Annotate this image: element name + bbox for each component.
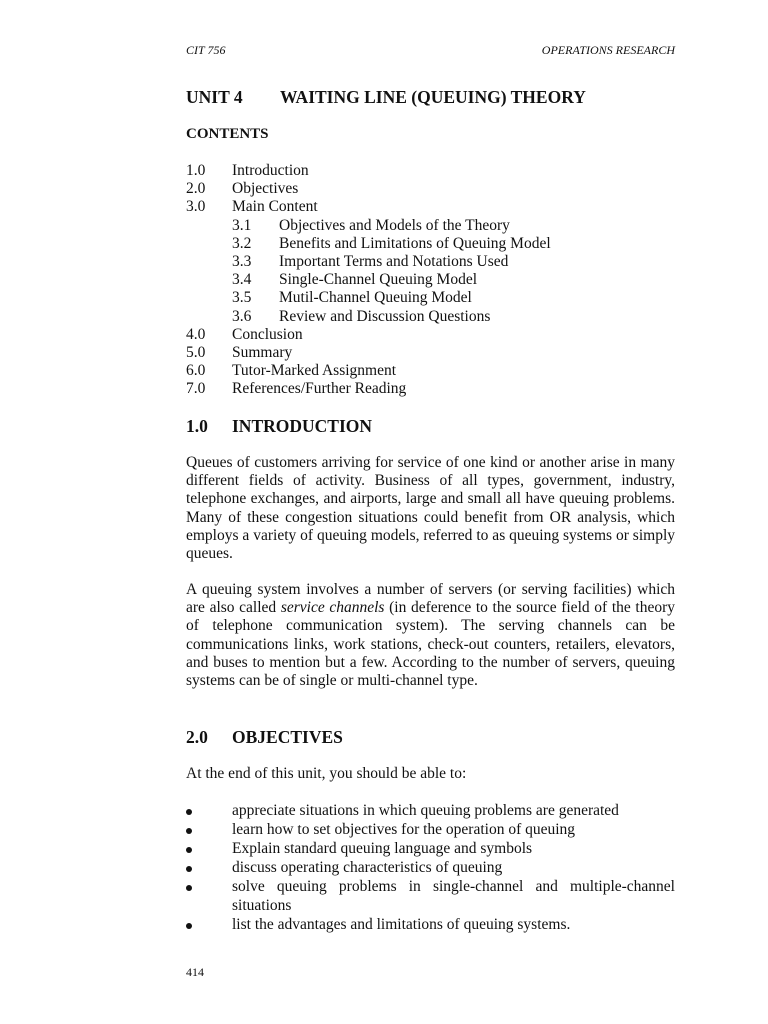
page-number: 414 <box>186 965 204 979</box>
contents-heading: CONTENTS <box>186 126 269 142</box>
running-header <box>186 43 675 59</box>
toc-item-title: Objectives and Models of the Theory <box>279 216 510 234</box>
course-title: OPERATIONS RESEARCH <box>541 43 675 57</box>
introduction-heading <box>186 416 372 437</box>
toc-item-title: Important Terms and Notations Used <box>279 252 509 270</box>
list-item-text: list the advantages and limitations of queuing systems. <box>232 916 571 933</box>
toc-item-number: 2.0 <box>186 180 206 198</box>
toc-item-title: Mutil-Channel Queuing Model <box>279 289 472 307</box>
toc-item-title: Introduction <box>232 162 309 179</box>
toc-item-number: 3.0 <box>186 198 206 216</box>
section-title: OBJECTIVES <box>232 727 343 747</box>
list-item-text: solve queuing problems in single-channel and multiple-channel situations <box>232 878 675 914</box>
list-item <box>186 801 675 820</box>
bullet-icon <box>186 923 192 929</box>
objectives-list <box>186 801 675 934</box>
unit-title-text: WAITING LINE (QUEUING) THEORY <box>280 87 586 107</box>
paragraph-text: A queuing system involves a number of servers (or serving facilities) which are also called <box>186 581 675 617</box>
toc-item-number: 5.0 <box>186 343 206 361</box>
toc-item-title: Review and Discussion Questions <box>279 307 491 325</box>
toc-item-title: Benefits and Limitations of Queuing Model <box>279 234 551 252</box>
list-item <box>186 820 675 839</box>
toc-item-number: 7.0 <box>186 380 206 398</box>
section-number: 2.0 <box>186 727 208 747</box>
toc-item-number: 4.0 <box>186 325 206 343</box>
list-item-text: Explain standard queuing language and symbols <box>232 840 533 857</box>
toc-item-title: Objectives <box>232 180 299 198</box>
toc-item-number: 3.3 <box>232 252 252 270</box>
list-item-text: appreciate situations in which queuing problems are generated <box>232 802 619 819</box>
list-item <box>186 877 675 915</box>
toc-item-number: 3.5 <box>232 289 252 307</box>
toc-item-title: References/Further Reading <box>232 380 407 398</box>
course-code: CIT 756 <box>186 43 226 57</box>
toc-item-number: 1.0 <box>186 162 206 179</box>
toc-item-title: Tutor-Marked Assignment <box>232 362 397 380</box>
introduction-paragraph-2 <box>186 581 675 690</box>
section-number: 1.0 <box>186 416 208 436</box>
bullet-icon <box>186 828 192 834</box>
list-item-text: learn how to set objectives for the operation of queuing <box>232 821 576 838</box>
list-item <box>186 915 675 934</box>
bullet-icon <box>186 809 192 815</box>
list-item <box>186 858 675 877</box>
list-item-text: discuss operating characteristics of queuing <box>232 859 503 876</box>
toc-item-title: Single-Channel Queuing Model <box>279 271 478 289</box>
list-item <box>186 839 675 858</box>
toc-item-number: 3.1 <box>232 216 252 234</box>
section-title: INTRODUCTION <box>232 416 373 436</box>
introduction-paragraph-1: Queues of customers arriving for service of one kind or another arise in many different fields of activity. Business of all types, government, industry, telephone exchanges, and airports, large and small all have queuing problems. Many of these congestion situations could benefit from OR analysis, which employs a variety of queuing models, referred to as queuing systems or simply queues. <box>186 454 675 563</box>
toc-item-number: 6.0 <box>186 362 206 380</box>
toc-item-number: 3.6 <box>232 307 252 325</box>
toc-item-title: Conclusion <box>232 325 303 343</box>
bullet-icon <box>186 885 192 891</box>
toc-item-title: Main Content <box>232 198 318 216</box>
unit-number: UNIT 4 <box>186 87 243 107</box>
toc-item-number: 3.2 <box>232 234 252 252</box>
bullet-icon <box>186 866 192 872</box>
objectives-intro: At the end of this unit, you should be able to: <box>186 765 467 782</box>
unit-title <box>186 87 586 108</box>
toc-item-number: 3.4 <box>232 271 252 289</box>
emphasized-term: service channels <box>280 599 385 617</box>
toc-item-title: Summary <box>232 343 293 361</box>
bullet-icon <box>186 847 192 853</box>
paragraph-text: (in deference to the source field of the theory of telephone communication system). The serving channels can be communications links, work stations, check-out counters, retailers, elevators, and buses to mention but a few. According to the number of servers, queuing systems can be of single or multi-channel type. <box>186 599 676 690</box>
objectives-heading <box>186 727 343 748</box>
